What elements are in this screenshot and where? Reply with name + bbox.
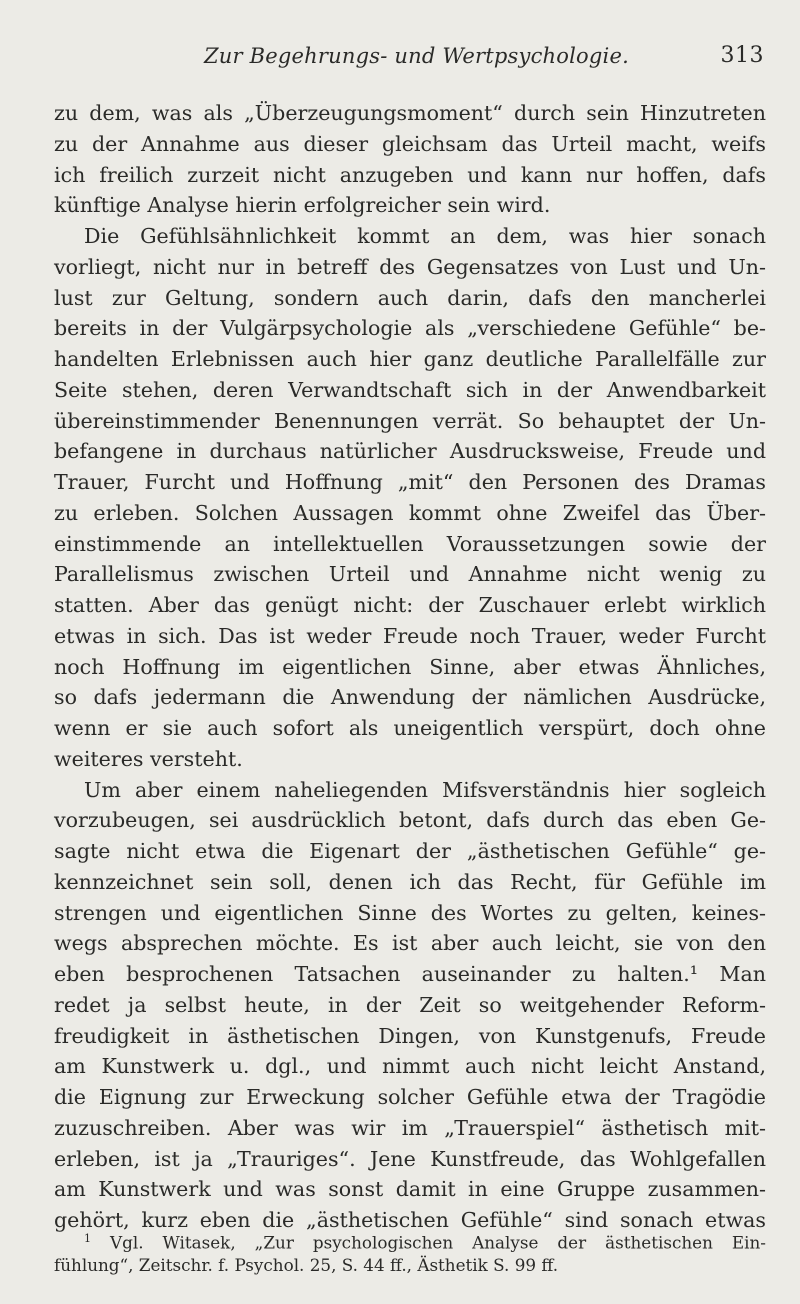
text-line: übereinstimmender Benennungen verrät. So behauptet der Un- <box>54 408 766 433</box>
text-line: noch Hoffnung im eigentlichen Sinne, aber etwas Ähnliches, <box>54 654 766 679</box>
text-line: Die Gefühlsähnlichkeit kommt an dem, was hier sonach <box>84 224 766 248</box>
text-line: Trauer, Furcht und Hoffnung „mit“ den Personen des Dramas <box>54 470 766 494</box>
text-line: sagte nicht etwa die Eigenart der „ästhetischen Gefühle“ ge- <box>54 839 766 863</box>
text-line: Seite stehen, deren Verwandtschaft sich in der Anwendbarkeit <box>54 377 766 402</box>
text-line: ich freilich zurzeit nicht anzugeben und kann nur hoffen, dafs <box>54 162 766 187</box>
footnote-text: Vgl. Witasek, „Zur psychologischen Analyse der ästhetischen Ein- <box>110 1232 766 1253</box>
footnotes <box>54 1226 766 1278</box>
text-line: kennzeichnet sein soll, denen ich das Recht, für Gefühle im <box>54 869 766 894</box>
text-line: wegs absprechen möchte. Es ist aber auch leicht, sie von den <box>54 931 766 956</box>
text-line: handelten Erlebnissen auch hier ganz deutliche Parallelfälle zur <box>54 347 766 371</box>
text-line: strengen und eigentlichen Sinne des Wortes zu gelten, keines- <box>54 900 766 925</box>
text-line: die Eignung zur Erweckung solcher Gefühle etwa der Tragödie <box>54 1085 766 1109</box>
text-line: vorliegt, nicht nur in betreff des Gegensatzes von Lust und Un- <box>54 254 766 279</box>
text-line: zu erleben. Solchen Aussagen kommt ohne Zweifel das Über- <box>54 500 766 525</box>
text-line: am Kunstwerk und was sonst damit in eine Gruppe zusammen- <box>54 1177 766 1202</box>
text-line: lust zur Geltung, sondern auch darin, dafs den mancherlei <box>54 285 766 310</box>
text-line: redet ja selbst heute, in der Zeit so weitgehender Reform- <box>54 992 766 1017</box>
text-line: weiteres versteht. <box>54 746 243 771</box>
text-line: zu dem, was als „Überzeugungsmoment“ durch sein Hinzutreten <box>54 101 766 125</box>
text-line: Parallelismus zwischen Urteil und Annahme nicht wenig zu <box>54 562 766 587</box>
text-line: am Kunstwerk u. dgl., und nimmt auch nicht leicht Anstand, <box>54 1054 766 1079</box>
text-line: eben besprochenen Tatsachen auseinander zu halten.¹ Man <box>54 962 766 986</box>
text-line: künftige Analyse hierin erfolgreicher sein wird. <box>54 193 551 218</box>
text-line: erleben, ist ja „Trauriges“. Jene Kunstfreude, das Wohlgefallen <box>54 1146 766 1171</box>
text-line: einstimmende an intellektuellen Voraussetzungen sowie der <box>54 531 766 556</box>
body-text <box>54 98 766 1236</box>
text-line: zu der Annahme aus dieser gleichsam das Urteil macht, weifs <box>54 131 766 156</box>
footnote-line: fühlung“, Zeitschr. f. Psychol. 25, S. 44 ff., Ästhetik S. 99 ff. <box>54 1255 559 1275</box>
text-line: so dafs jedermann die Anwendung der nämlichen Ausdrücke, <box>54 685 766 710</box>
text-line: bereits in der Vulgärpsychologie als „verschiedene Gefühle“ be- <box>54 316 766 341</box>
text-line: vorzubeugen, sei ausdrücklich betont, dafs durch das eben Ge- <box>54 808 766 833</box>
text-line: etwas in sich. Das ist weder Freude noch Trauer, weder Furcht <box>54 623 766 648</box>
footnote-mark: 1 <box>84 1232 91 1245</box>
page-number: 313 <box>720 43 764 68</box>
footnote-line <box>54 1226 766 1252</box>
running-title: Zur Begehrungs- und Wertpsychologie. <box>204 44 629 68</box>
text-line: Um aber einem naheliegenden Mifsverständnis hier sogleich <box>84 777 766 802</box>
text-line: wenn er sie auch sofort als uneigentlich verspürt, doch ohne <box>54 716 766 740</box>
text-line: statten. Aber das genügt nicht: der Zuschauer erlebt wirklich <box>54 593 766 617</box>
text-line: freudigkeit in ästhetischen Dingen, von Kunstgenufs, Freude <box>54 1023 766 1048</box>
text-line: gehört, kurz eben die „ästhetischen Gefühle“ sind sonach etwas <box>54 1208 766 1232</box>
running-head <box>54 44 764 76</box>
text-line: zuzuschreiben. Aber was wir im „Trauerspiel“ ästhetisch mit- <box>54 1115 766 1140</box>
text-line: befangene in durchaus natürlicher Ausdrucksweise, Freude und <box>54 439 766 464</box>
